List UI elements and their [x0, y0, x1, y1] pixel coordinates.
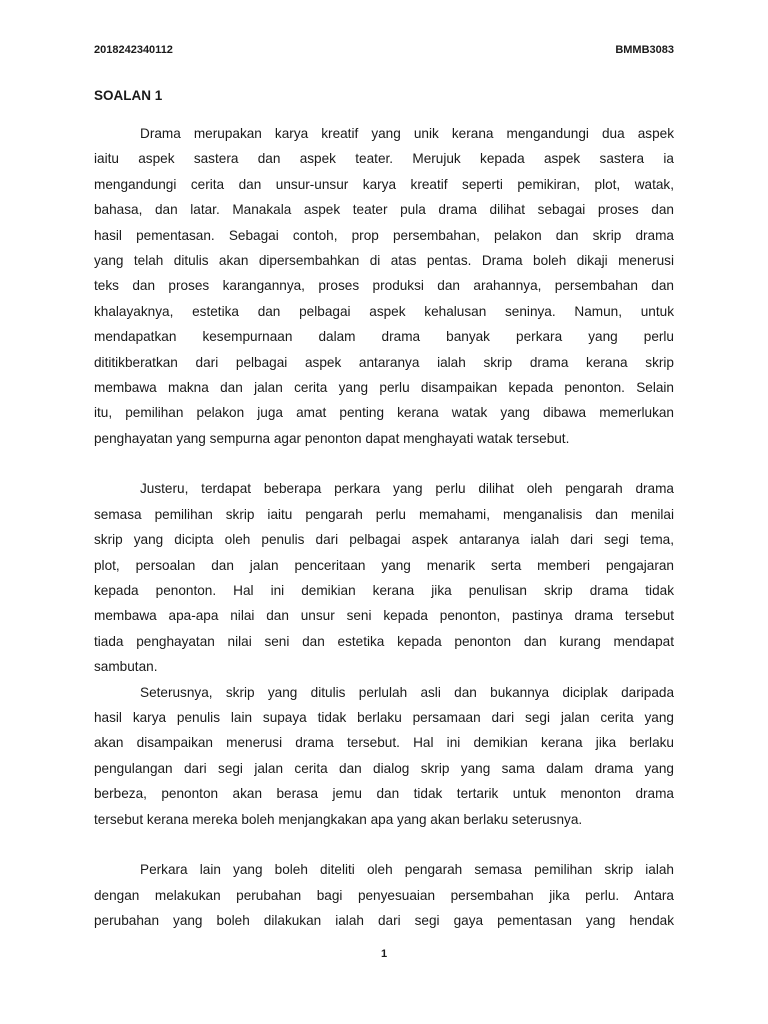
text-line: sambutan.: [94, 659, 158, 675]
text-line: dititikberatkan dari pelbagai aspek antaranya ialah skrip drama kerana skrip: [94, 354, 674, 370]
text-line: penghayatan yang sempurna agar penonton dapat menghayati watak tersebut.: [94, 430, 570, 446]
text-line: teks dan proses karangannya, proses produksi dan arahannya, persembahan dan: [94, 278, 674, 294]
text-line: tiada penghayatan nilai seni dan estetika kepada penonton dan kurang mendapat: [94, 633, 674, 649]
text-line: Perkara lain yang boleh diteliti oleh pengarah semasa pemilihan skrip ialah: [140, 862, 674, 878]
text-line: itu, pemilihan pelakon juga amat penting kerana watak yang dibawa memerlukan: [94, 405, 674, 421]
student-id: 2018242340112: [94, 44, 173, 56]
paragraph-gap: [94, 832, 674, 857]
text-line: semasa pemilihan skrip iaitu pengarah perlu memahami, menganalisis dan menilai: [94, 506, 674, 522]
text-line: bahasa, dan latar. Manakala aspek teater pula drama dilihat sebagai proses dan: [94, 202, 674, 218]
page-number: 1: [380, 948, 388, 960]
text-line: tersebut kerana mereka boleh menjangkakan apa yang akan berlaku seterusnya.: [94, 811, 583, 827]
text-line: dengan melakukan perubahan bagi penyesuaian persembahan jika perlu. Antara: [94, 887, 674, 903]
paragraph: [94, 476, 674, 679]
course-code: BMMB3083: [615, 44, 674, 56]
paragraph-gap: [94, 451, 674, 476]
text-line: perubahan yang boleh dilakukan ialah dari segi gaya pementasan yang hendak: [94, 913, 674, 929]
text-line: hasil pementasan. Sebagai contoh, prop persembahan, pelakon dan skrip drama: [94, 227, 674, 243]
text-line: yang telah ditulis akan dipersembahkan di atas pentas. Drama boleh dikaji menerusi: [94, 252, 674, 268]
text-line: mendapatkan kesempurnaan dalam drama banyak perkara yang perlu: [94, 329, 674, 345]
text-line: berbeza, penonton akan berasa jemu dan tidak tertarik untuk menonton drama: [94, 786, 674, 802]
paragraph: [94, 857, 674, 933]
text-line: akan disampaikan menerusi drama tersebut. Hal ini demikian kerana jika berlaku: [94, 735, 674, 751]
text-line: pengulangan dari segi jalan cerita dan dialog skrip yang sama dalam drama yang: [94, 760, 674, 776]
text-line: Seterusnya, skrip yang ditulis perlulah asli dan bukannya diciplak daripada: [140, 684, 674, 700]
text-line: Drama merupakan karya kreatif yang unik kerana mengandungi dua aspek: [140, 126, 674, 141]
text-line: kepada penonton. Hal ini demikian kerana jika penulisan skrip drama tidak: [94, 583, 674, 599]
text-line: Justeru, terdapat beberapa perkara yang perlu dilihat oleh pengarah drama: [140, 481, 674, 497]
text-line: membawa apa-apa nilai dan unsur seni kepada penonton, pastinya drama tersebut: [94, 608, 674, 624]
text-line: plot, persoalan dan jalan penceritaan yang menarik serta memberi pengajaran: [94, 557, 674, 573]
page-header: [94, 44, 674, 60]
section-heading: SOALAN 1: [94, 88, 163, 103]
paragraph: [94, 680, 674, 832]
text-line: hasil karya penulis lain supaya tidak berlaku persamaan dari segi jalan cerita yang: [94, 709, 674, 725]
text-line: iaitu aspek sastera dan aspek teater. Merujuk kepada aspek sastera ia: [94, 151, 674, 167]
text-line: membawa makna dan jalan cerita yang perlu disampaikan kepada penonton. Selain: [94, 379, 674, 395]
text-line: skrip yang dicipta oleh penulis dari pelbagai aspek antaranya ialah dari segi tema,: [94, 532, 674, 548]
document-body: [94, 121, 674, 934]
text-line: khalayaknya, estetika dan pelbagai aspek kehalusan seninya. Namun, untuk: [94, 303, 674, 319]
text-line: mengandungi cerita dan unsur-unsur karya kreatif seperti pemikiran, plot, watak,: [94, 176, 674, 192]
paragraph: [94, 121, 674, 451]
